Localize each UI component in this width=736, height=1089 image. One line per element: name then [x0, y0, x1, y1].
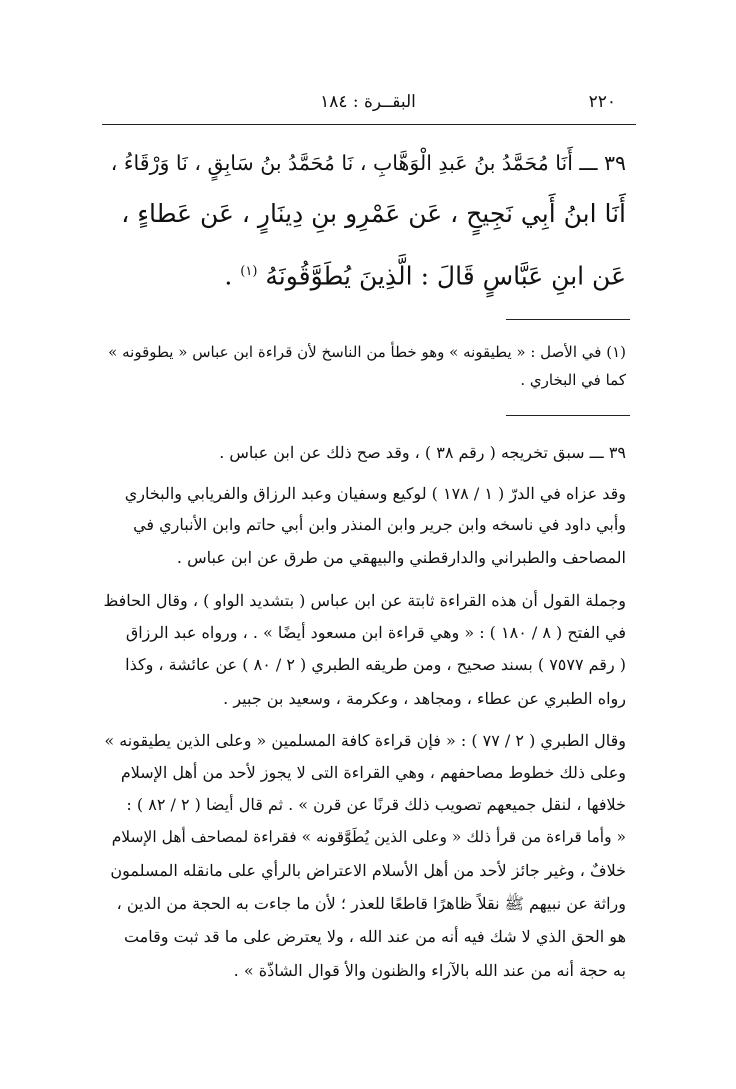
footnote-separator	[506, 319, 630, 320]
hadith-line: ٣٩ ـــ أَنَا مُحَمَّدُ بنُ عَبدِ الْوَهَّابِ ، نَا مُحَمَّدُ بنُ سَابِقٍ ، نَا وَرْقَاءُ ،	[110, 151, 626, 175]
hadith-line-text: عَن ابنِ عَبَّاسٍ قَالَ : الَّذِينَ يُطَوَّقُونَهُ	[265, 261, 626, 291]
commentary-line: في الفتح ( ٨ / ١٨٠ ) : « وهي قراءة ابن مسعود أيضًا » . ، ورواه عبد الرزاق	[125, 623, 626, 642]
page-number: ٢٢٠	[588, 92, 616, 112]
commentary-line: به حجة أنه من عند الله بالآراء والظنون والأ قوال الشاذّة » .	[233, 961, 626, 980]
commentary-line: هو الحق الذي لا شك فيه أنه من عند الله ، ولا يعترض على ما قد ثبت وقامت	[123, 927, 626, 946]
commentary-line: « وأما قراءة من قرأ ذلك « وعلى الذين يُطَوَّقونه » فقراءة لمصاحف أهل الإسلام	[111, 828, 626, 846]
footnote-line: كما في البخاري .	[520, 371, 626, 389]
hadith-line-end: .	[224, 261, 241, 291]
commentary-line: وراثة عن نبيهم ﷺ نقلاً ظاهرًا قاطعًا للعذر ؛ لأن ما جاءت به الحجة من الدين ،	[116, 894, 626, 913]
hadith-line: أَنَا ابنُ أَبِي نَجِيحٍ ، عَن عَمْرِو بنِ دِينَارٍ ، عَن عَطاءٍ ،	[121, 199, 626, 228]
commentary-line: وقال الطبري ( ٢ / ٧٧ ) : « فإن قراءة كافة المسلمين « وعلى الذين يطيقونه »	[104, 731, 626, 750]
commentary-line: وعلى ذلك خطوط مصاحفهم ، وهي القراءة التى لا يجوز لأحد من أهل الإسلام	[120, 763, 626, 782]
commentary-line: خلافٌ ، وغير جائز لأحد من أهل الأسلام الاعتراض بالرأي على مانقله المسلمون	[110, 861, 626, 880]
running-title: البقــرة : ١٨٤	[320, 92, 416, 112]
commentary-line: وقد عزاه في الدرّ ( ١ / ١٧٨ ) لوكيع وسفيان وعبد الرزاق والفريابي والبخاري	[124, 484, 626, 503]
page-header	[100, 92, 636, 120]
hadith-line	[224, 254, 626, 294]
commentary-line: رواه الطبري عن عطاء ، ومجاهد ، وعكرمة ، وسعيد بن جبير .	[223, 689, 626, 708]
commentary-line: المصاحف والطبراني والدارقطني والبيهقي من طرق عن ابن عباس .	[176, 548, 626, 567]
section-separator	[506, 415, 630, 416]
commentary-line: ( رقم ٧٥٧٧ ) بسند صحيح ، ومن طريقه الطبري ( ٢ / ٨٠ ) عن عائشة ، وكذا	[125, 655, 626, 674]
footnote-reference: (١)	[240, 264, 258, 279]
commentary-line: وجملة القول أن هذه القراءة ثابتة عن ابن عباس ( بتشديد الواو ) ، وقال الحافظ	[103, 591, 626, 610]
header-rule	[102, 124, 636, 125]
commentary-line: خلافها ، لنقل جميعهم تصويب ذلك قرنًا عن قرن » . ثم قال أيضا ( ٢ / ٨٢ ) :	[126, 795, 626, 814]
footnote-line: (١) في الأصل : « يطيقونه » وهو خطأ من الناسخ لأن قراءة ابن عباس « يطوقونه »	[108, 343, 626, 361]
commentary-line: ٣٩ ـــ سبق تخريجه ( رقم ٣٨ ) ، وقد صح ذلك عن ابن عباس .	[219, 443, 626, 462]
commentary-line: وأبي داود في ناسخه وابن جرير وابن المنذر وابن أبي حاتم وابن الأنباري في	[133, 515, 626, 534]
